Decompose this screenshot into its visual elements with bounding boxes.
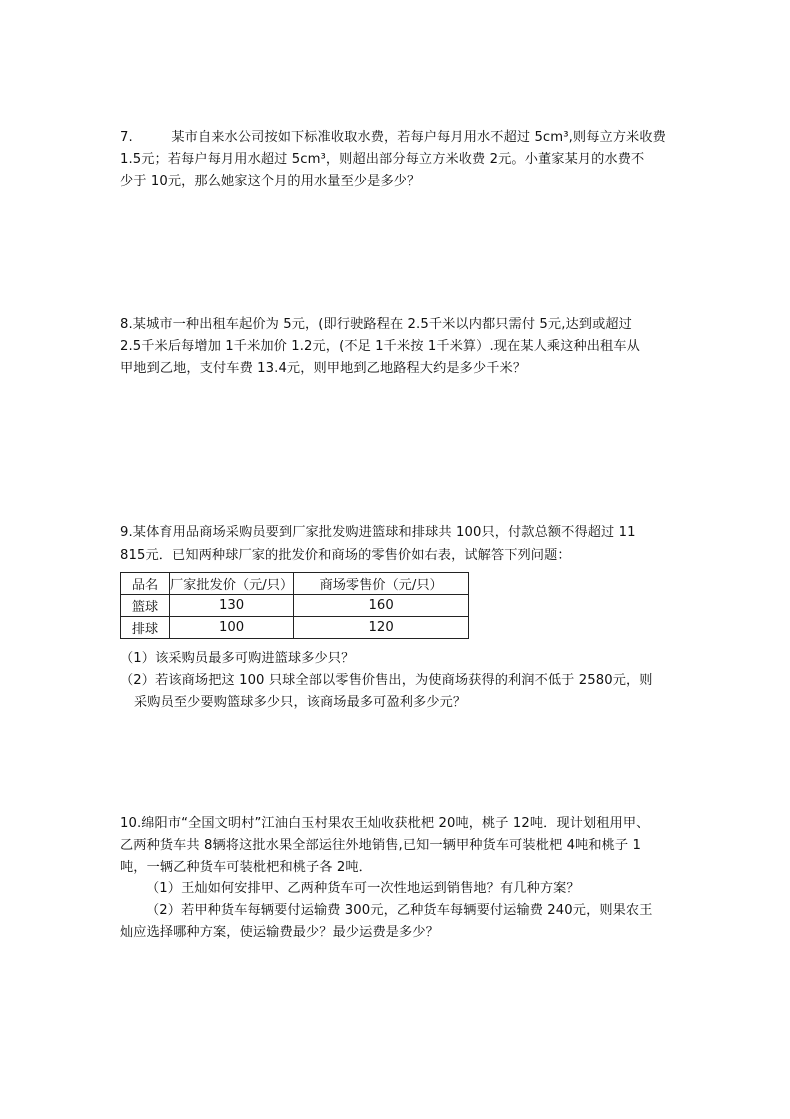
q9-line-2: 815元．已知两种球厂家的批发价和商场的零售价如右表，试解答下列问题： [120, 548, 571, 563]
table-cell: 篮球 [121, 595, 170, 617]
table-header-cell: 商场零售价（元/只） [294, 573, 469, 595]
q7-text: 某市自来水公司按如下标准收取水费，若每户每月用水不超过 5cm³,则每立方米收费 [171, 130, 666, 145]
q10-line-2: 乙两种货车共 8辆将这批水果全部运往外地销售,已知一辆甲种货车可装枇杷 4吨和桃子 1 [120, 838, 641, 853]
q9-sub-2-line-1: （2）若该商场把这 100 只球全部以零售价售出，为使商场获得的利润不低于 2580元，则 [120, 673, 653, 688]
table-cell: 排球 [121, 617, 170, 639]
q10-sub-2-line-2: 灿应选择哪种方案，使运输费最少？最少运费是多少？ [120, 925, 439, 940]
q7-line-3: 少于 10元，那么她家这个月的用水量至少是多少？ [120, 174, 421, 189]
table-header-row [121, 573, 469, 595]
q10-sub-2-line-1: （2）若甲种货车每辆要付运输费 300元，乙种货车每辆要付运输费 240元，则果农王 [146, 903, 653, 918]
q7-line-1 [120, 127, 666, 149]
q8-line-3: 甲地到乙地，支付车费 13.4元，则甲地到乙地路程大约是多少千米？ [120, 361, 527, 376]
table-header-cell: 品名 [121, 573, 170, 595]
q9-line-1: 9.某体育用品商场采购员要到厂家批发购进篮球和排球共 100只，付款总额不得超过 11 [120, 525, 636, 540]
table-cell: 130 [170, 595, 294, 617]
table-cell: 100 [170, 617, 294, 639]
q8-line-2: 2.5千米后每增加 1千米加价 1.2元，(不足 1千米按 1千米算）.现在某人乘这种出租车从 [120, 339, 640, 354]
q9-sub-2-line-2: 采购员至少要购篮球多少只，该商场最多可盈利多少元？ [134, 695, 467, 710]
q10-line-3: 吨，一辆乙种货车可装枇杷和桃子各 2吨． [120, 860, 372, 875]
price-table [120, 572, 469, 639]
q10-line-1: 10.绵阳市“全国文明村”江油白玉村果农王灿收获枇杷 20吨，桃子 12吨．现计划租用甲、 [120, 816, 650, 831]
table-cell: 160 [294, 595, 469, 617]
table-row [121, 595, 469, 617]
q10-sub-1: （1）王灿如何安排甲、乙两种货车可一次性地运到销售地？有几种方案？ [146, 881, 580, 896]
q7-line-2: 1.5元；若每户每月用水超过 5cm³，则超出部分每立方米收费 2元。小董家某月的水费不 [120, 152, 645, 167]
q9-sub-1: （1）该采购员最多可购进篮球多少只？ [120, 651, 355, 666]
q8-line-1: 8.某城市一种出租车起价为 5元，(即行驶路程在 2.5千米以内都只需付 5元,达到或超过 [120, 317, 632, 332]
table-row [121, 617, 469, 639]
q7-number: 7. [120, 130, 133, 145]
table-cell: 120 [294, 617, 469, 639]
table-header-cell: 厂家批发价（元/只） [170, 573, 294, 595]
